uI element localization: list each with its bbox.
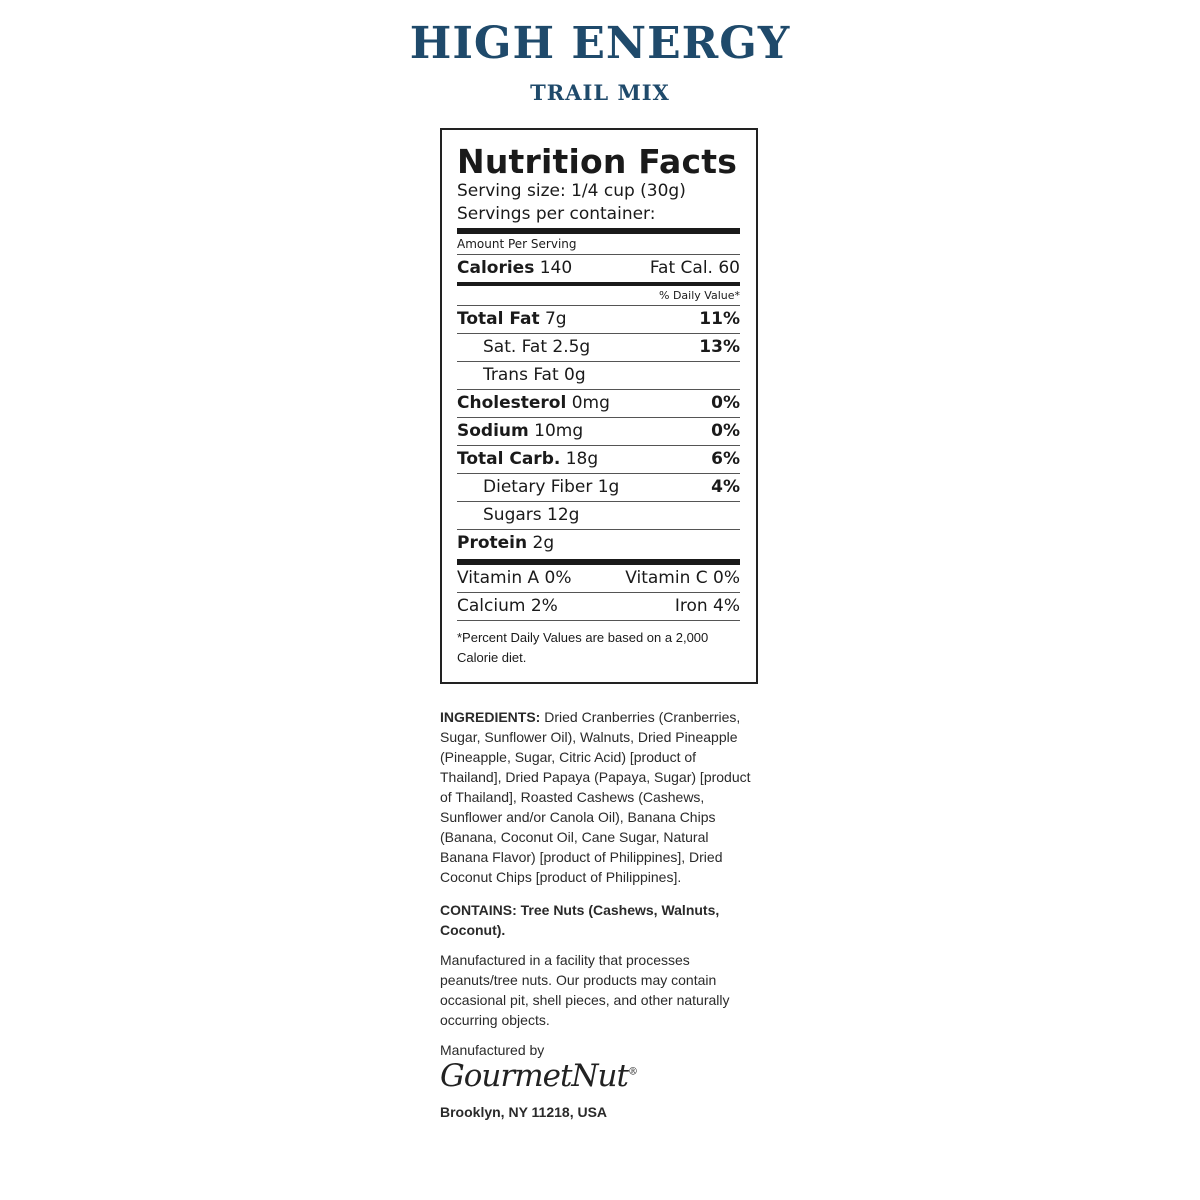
nutrient-label: Total Fat	[457, 309, 540, 329]
vitamin-a: Vitamin A 0%	[457, 568, 572, 588]
nutrient-label: Trans Fat 0g	[483, 365, 586, 385]
amount-per-serving: Amount Per Serving	[457, 237, 577, 251]
nutrient-label: Sat. Fat 2.5g	[483, 337, 591, 357]
nutrient-row	[457, 418, 740, 445]
nutrient-row	[457, 446, 740, 473]
calories-value: 140	[539, 258, 573, 278]
calcium: Calcium 2%	[457, 596, 558, 616]
nutrient-daily-value: 0%	[711, 393, 740, 413]
daily-value-footnote: *Percent Daily Values are based on a 2,000 Calorie diet.	[457, 630, 709, 665]
mineral-row	[457, 593, 740, 620]
calories-row	[457, 255, 740, 282]
serving-size: Serving size: 1/4 cup (30g)	[457, 181, 686, 201]
nutrient-amount: 0mg	[571, 393, 610, 413]
nutrient-amount: 7g	[544, 309, 567, 329]
ingredients-label: INGREDIENTS:	[440, 709, 541, 725]
nutrient-row	[457, 306, 740, 333]
nutrient-label: Cholesterol	[457, 393, 567, 413]
manufacturer-address: Brooklyn, NY 11218, USA	[440, 1104, 608, 1120]
nutrient-row	[457, 530, 740, 557]
nutrient-daily-value: 4%	[711, 477, 740, 497]
nutrient-label: Protein	[457, 533, 528, 553]
vitamin-c: Vitamin C 0%	[625, 568, 740, 588]
nutrient-label: Total Carb.	[457, 449, 561, 469]
fat-calories: Fat Cal. 60	[649, 258, 740, 278]
nutrient-row	[457, 502, 740, 529]
calories-label: Calories	[457, 258, 535, 278]
nutrient-amount: 2g	[532, 533, 555, 553]
product-title: HIGH ENERGY	[409, 18, 791, 69]
nutrition-facts-title: Nutrition Facts	[457, 142, 738, 181]
nutrient-row	[457, 474, 740, 501]
brand-name: GourmetNut	[440, 1058, 628, 1094]
nutrient-daily-value: 0%	[711, 421, 740, 441]
manufactured-by-label: Manufactured by	[440, 1042, 545, 1058]
nutrient-daily-value: 11%	[699, 309, 740, 329]
nutrient-amount: 18g	[565, 449, 599, 469]
nutrient-daily-value: 13%	[699, 337, 740, 357]
servings-per-container: Servings per container:	[457, 204, 656, 224]
ingredients-text: Dried Cranberries (Cranberries, Sugar, Sunflower Oil), Walnuts, Dried Pineapple (Pineapple, Sugar, Citric Acid) [product of Thailand], Dried Papaya (Papaya, Sugar) [product of Thailand], Roasted Cashews (Cashews, Sunflower and/or Canola Oil), Banana Chips (Banana, Coconut Oil, Cane Sugar, Natural Banana Flavor) [product of Philippines], Dried Coconut Chips [product of Philippines].	[440, 709, 751, 885]
vitamin-row	[457, 565, 740, 592]
nutrient-label: Sodium	[457, 421, 529, 441]
trademark-symbol: ®	[627, 1066, 637, 1078]
daily-value-header: % Daily Value*	[659, 289, 740, 302]
nutrient-row	[457, 334, 740, 361]
nutrient-daily-value: 6%	[711, 449, 740, 469]
ingredients-block	[440, 707, 760, 887]
nutrient-row	[457, 390, 740, 417]
iron: Iron 4%	[674, 596, 740, 616]
nutrition-facts-panel	[440, 128, 758, 684]
nutrient-label: Dietary Fiber 1g	[483, 477, 620, 497]
nutrient-row	[457, 362, 740, 389]
product-subtitle: TRAIL MIX	[530, 80, 670, 105]
nutrient-label: Sugars 12g	[483, 505, 580, 525]
nutrient-amount: 10mg	[534, 421, 584, 441]
brand-logo	[440, 1058, 637, 1094]
allergen-statement: CONTAINS: Tree Nuts (Cashews, Walnuts, Coconut).	[440, 902, 720, 938]
facility-note: Manufactured in a facility that processes peanuts/tree nuts. Our products may contain occasional pit, shell pieces, and other naturally occurring objects.	[440, 952, 730, 1028]
